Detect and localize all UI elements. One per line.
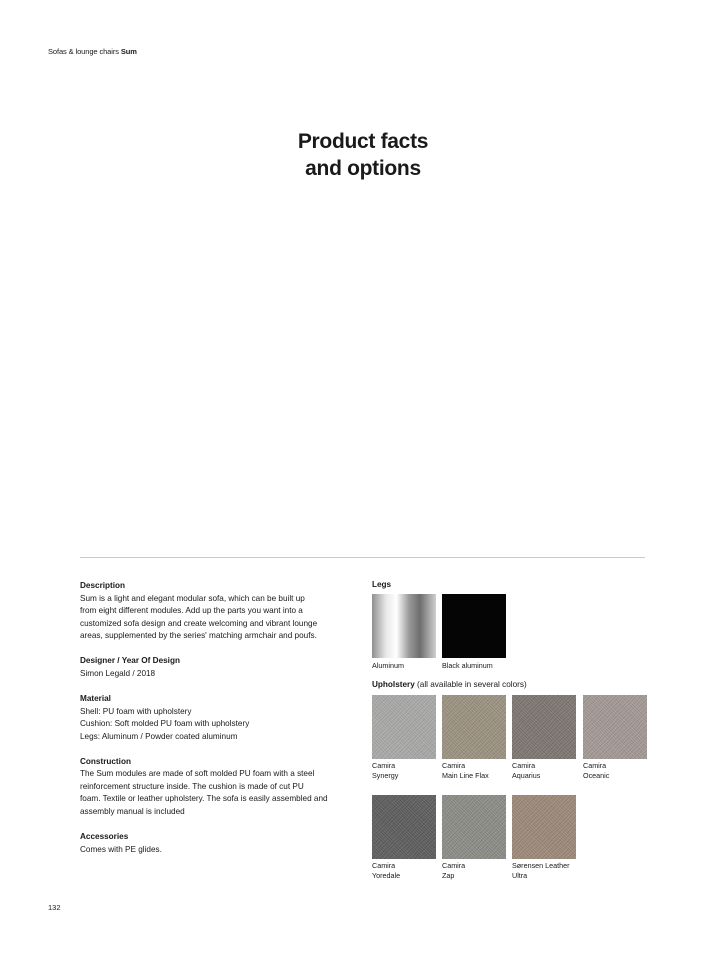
swatch-name: Synergy <box>372 771 399 781</box>
section-line: The Sum modules are made of soft molded PU foam with a steel <box>80 769 315 779</box>
section-heading: Designer / Year Of Design <box>80 656 180 666</box>
section-heading: Material <box>80 693 111 703</box>
section-line: Shell: PU foam with upholstery <box>80 706 192 716</box>
swatch-label <box>442 861 514 881</box>
upholstery-swatch-aquarius <box>512 695 576 759</box>
swatch-label <box>442 761 514 781</box>
designer-section <box>80 655 365 680</box>
swatch-name: Yoredale <box>372 871 401 881</box>
upholstery-swatch-main-line-flax <box>442 695 506 759</box>
swatch-brand: Camira <box>372 761 396 770</box>
section-line: Comes with PE glides. <box>80 844 162 854</box>
page-title-line-2: and options <box>305 157 421 180</box>
swatch-name: Main Line Flax <box>442 771 489 781</box>
upholstery-note: (all available in several colors) <box>417 680 527 689</box>
product-facts-column <box>80 580 365 869</box>
swatch-brand: Sørensen Leather <box>512 861 570 870</box>
swatch-label <box>512 861 584 881</box>
swatch-label <box>583 761 655 781</box>
section-heading: Accessories <box>80 832 129 842</box>
accessories-section <box>80 831 365 856</box>
page-title-line-1: Product facts <box>297 130 429 153</box>
leg-swatch-aluminum <box>372 594 436 658</box>
upholstery-title: Upholstery <box>372 680 415 689</box>
section-line: assembly manual is included <box>80 807 185 817</box>
page-title <box>0 128 726 182</box>
section-line: Cushion: Soft molded PU foam with upholstery <box>80 719 250 729</box>
upholstery-swatch-oceanic <box>583 695 647 759</box>
upholstery-swatch-synergy <box>372 695 436 759</box>
swatch-brand: Camira <box>583 761 607 770</box>
construction-section <box>80 756 365 819</box>
page-number: 132 <box>48 903 61 912</box>
legs-heading: Legs <box>372 580 392 589</box>
swatch-brand: Camira <box>442 761 466 770</box>
material-section <box>80 693 365 743</box>
section-heading: Description <box>80 581 126 590</box>
upholstery-swatch-zap <box>442 795 506 859</box>
swatch-label: Aluminum <box>372 661 404 670</box>
swatch-brand: Camira <box>512 761 536 770</box>
swatch-label <box>372 861 444 881</box>
swatch-name: Oceanic <box>583 771 610 781</box>
swatch-label: Black aluminum <box>442 661 493 670</box>
upholstery-swatch-yoredale <box>372 795 436 859</box>
section-line: from eight different modules. Add up the parts you want into a <box>80 606 303 616</box>
section-line: areas, supplemented by the series' matching armchair and poufs. <box>80 631 317 641</box>
section-heading: Construction <box>80 756 131 766</box>
swatch-brand: Camira <box>372 861 396 870</box>
leg-swatch-black-aluminum <box>442 594 506 658</box>
section-line: foam. Textile or leather upholstery. The sofa is easily assembled and <box>80 794 328 804</box>
breadcrumb-product: Sum <box>120 47 137 56</box>
swatch-name: Ultra <box>512 871 528 881</box>
swatch-name: Zap <box>442 871 455 881</box>
upholstery-swatch-ultra-leather <box>512 795 576 859</box>
breadcrumb-category: Sofas & lounge chairs <box>48 47 119 56</box>
section-line: Simon Legald / 2018 <box>80 668 156 678</box>
description-section <box>80 580 365 643</box>
section-line: reinforcement structure inside. The cushion is made of cut PU <box>80 781 304 791</box>
swatch-name: Aquarius <box>512 771 541 781</box>
swatch-label <box>512 761 584 781</box>
swatch-brand: Camira <box>442 861 466 870</box>
section-line: Legs: Aluminum / Powder coated aluminum <box>80 731 238 741</box>
section-line: Sum is a light and elegant modular sofa, which can be built up <box>80 593 305 603</box>
upholstery-heading <box>372 680 527 689</box>
divider <box>80 557 645 558</box>
breadcrumb <box>48 47 137 56</box>
section-line: customized sofa design and create welcoming and vibrant lounge <box>80 618 318 628</box>
swatch-label <box>372 761 444 781</box>
